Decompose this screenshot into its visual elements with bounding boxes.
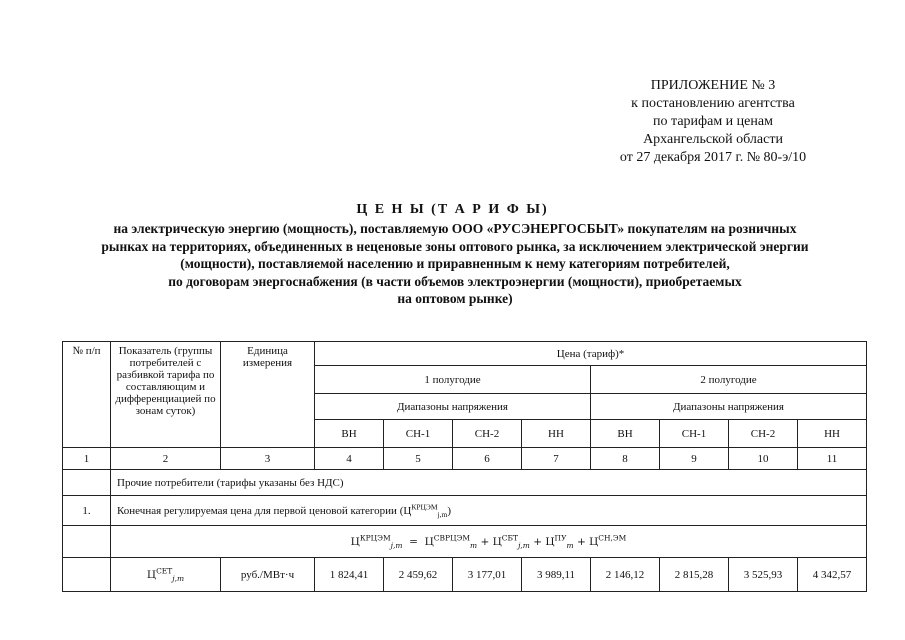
formula-t4-sup: СН,ЭМ	[598, 533, 627, 542]
formula-lhs-sub: j,m	[390, 540, 403, 550]
formula-t3-sup: ПУ	[554, 533, 567, 542]
row-2-symbol-sub: j,m	[172, 573, 185, 583]
price-cell: 3 525,93	[729, 558, 798, 592]
formula-t1-sub: m	[470, 540, 478, 550]
document-title: Ц Е Н Ы (Т А Р И Ф Ы)	[356, 202, 549, 217]
price-cell: 3 177,01	[453, 558, 522, 592]
column-number: 9	[660, 448, 729, 470]
document-subtitle	[60, 220, 850, 308]
row-1-symbol-sub: j,m	[437, 509, 448, 519]
appendix-block	[563, 77, 863, 167]
appendix-title: ПРИЛОЖЕНИЕ № 3	[650, 78, 776, 93]
row-1-symbol: Ц	[403, 504, 412, 517]
row-1-label: Конечная регулируемая цена для первой ценовой категории $(Ц^{КРЦЭМ}_{j,m})$	[111, 496, 867, 526]
column-number: 11	[798, 448, 867, 470]
section-num-empty	[63, 470, 111, 496]
header-price: Цена (тариф)*	[315, 342, 867, 366]
voltage-level: НН	[798, 420, 867, 448]
voltage-level: СН-2	[729, 420, 798, 448]
subtitle-line-4: по договорам энергоснабжения (в части объемов электроэнергии (мощности), приобретаемых	[168, 273, 742, 289]
header-ranges-1: Диапазоны напряжения	[315, 394, 591, 420]
price-cell: 2 459,62	[384, 558, 453, 592]
appendix-line-2: к постановлению агентства	[631, 96, 795, 111]
voltage-level: СН-2	[453, 420, 522, 448]
header-unit: Единица измерения	[221, 342, 315, 448]
column-number: 10	[729, 448, 798, 470]
voltage-level: ВН	[315, 420, 384, 448]
formula-t1-sup: СВРЦЭМ	[433, 533, 471, 542]
voltage-level: ВН	[591, 420, 660, 448]
row-1-num: 1.	[63, 496, 111, 526]
row-2-symbol	[111, 558, 221, 592]
row-2-symbol-sup: СЕТ	[156, 566, 173, 575]
column-number: 6	[453, 448, 522, 470]
price-cell: 2 146,12	[591, 558, 660, 592]
price-cell: 2 815,28	[660, 558, 729, 592]
column-number: 1	[63, 448, 111, 470]
column-number: 7	[522, 448, 591, 470]
formula-t3-sub: m	[566, 540, 574, 550]
price-cell: 4 342,57	[798, 558, 867, 592]
row-1-symbol-sup: КРЦЭМ	[411, 501, 438, 511]
tariff-table	[62, 341, 867, 592]
header-half-1: 1 полугодие	[315, 366, 591, 394]
formula-lhs-sup: КРЦЭМ	[359, 533, 391, 542]
header-ranges-2: Диапазоны напряжения	[591, 394, 867, 420]
subtitle-line-1: на электрическую энергию (мощность), поставляемую ООО «РУСЭНЕРГОСБЫТ» покупателям на розничных	[113, 221, 797, 236]
subtitle-line-3: (мощности), поставляемой населению и приравненным к нему категориям потребителей,	[180, 256, 730, 271]
subtitle-line-5: на оптовом рынке)	[397, 291, 513, 306]
header-indicator: Показатель (группы потребителей с разбивкой тарифа по составляющим и дифференциацией по зонам суток)	[111, 342, 221, 448]
row-2-unit: руб./МВт·ч	[221, 558, 315, 592]
section-label: Прочие потребители (тарифы указаны без НДС)	[111, 470, 867, 496]
appendix-line-4: Архангельской области	[643, 132, 783, 147]
voltage-level: НН	[522, 420, 591, 448]
header-num: № п/п	[63, 342, 111, 448]
row-2-symbol-letter: Ц	[146, 568, 157, 581]
appendix-line-3: по тарифам и ценам	[653, 114, 773, 129]
price-cell: 1 824,41	[315, 558, 384, 592]
formula-t2-sup: СБТ	[501, 533, 519, 542]
formula-t2-sub: j,m	[518, 540, 530, 550]
formula-num-empty	[63, 526, 111, 558]
column-number: 5	[384, 448, 453, 470]
row-2-num-empty	[63, 558, 111, 592]
header-half-2: 2 полугодие	[591, 366, 867, 394]
subtitle-line-2: рынках на территориях, объединенных в неценовые зоны оптового рынка, за исключением электрической энергии	[101, 238, 809, 254]
column-number: 2	[111, 448, 221, 470]
column-number: 4	[315, 448, 384, 470]
price-cell: 3 989,11	[522, 558, 591, 592]
voltage-level: СН-1	[660, 420, 729, 448]
row-1-label-text: Конечная регулируемая цена для первой ценовой категории	[117, 504, 397, 517]
price-formula: $Ц^{КРЦЭМ}_{j,m} = Ц^{СВРЦЭМ}_m + Ц^{СБТ}_{j,m} + Ц^{ПУ}_m + Ц^{СН,ЭМ}$	[111, 526, 867, 558]
column-number: 8	[591, 448, 660, 470]
column-number: 3	[221, 448, 315, 470]
appendix-date: от 27 декабря 2017 г. № 80-э/10	[619, 150, 807, 165]
voltage-level: СН-1	[384, 420, 453, 448]
